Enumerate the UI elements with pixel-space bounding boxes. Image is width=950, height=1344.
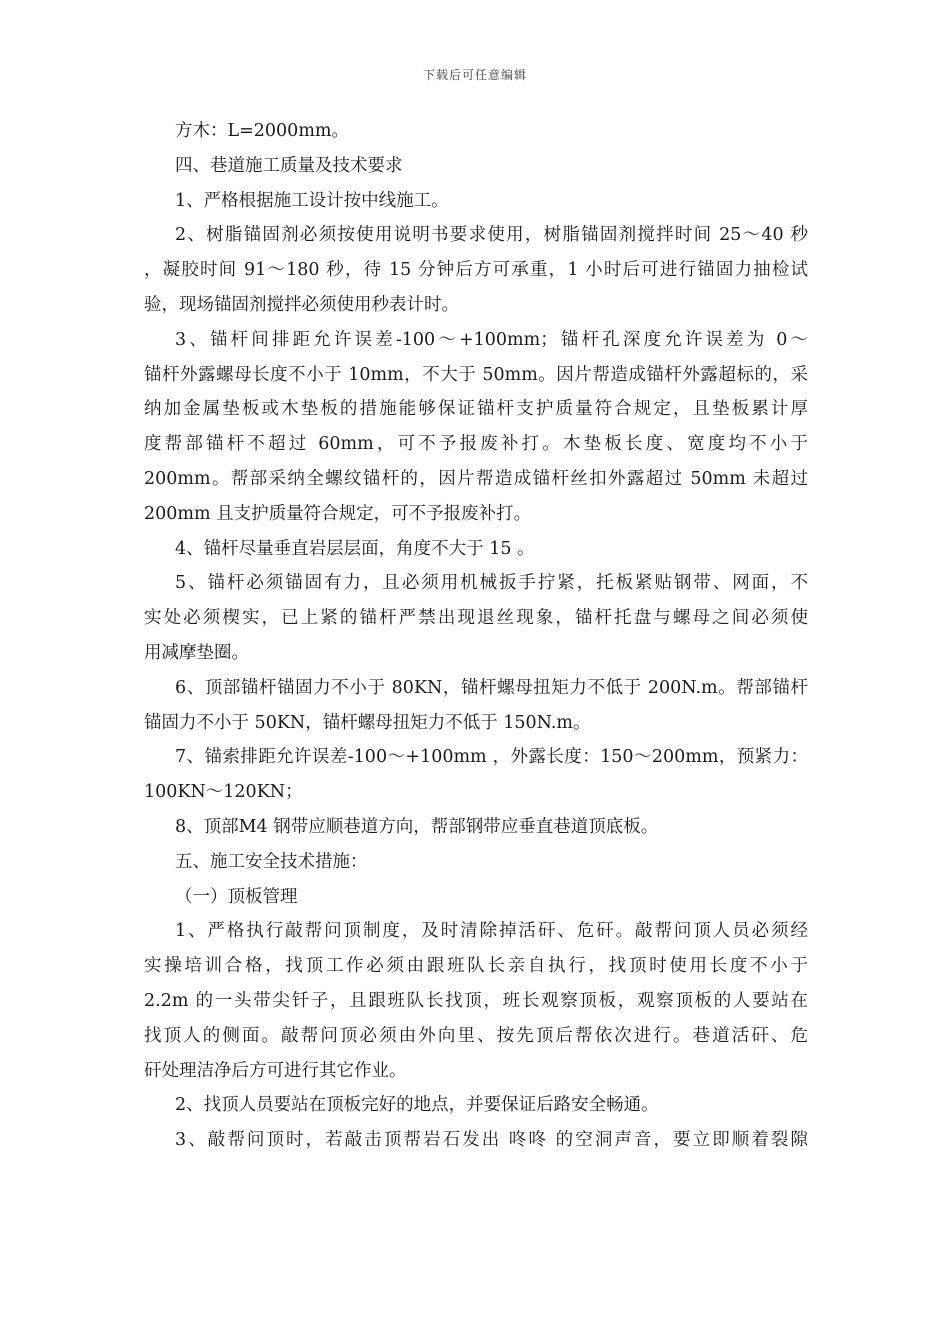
- text-line: 用减摩垫圈。: [144, 642, 249, 663]
- text-line: 8、顶部M4 钢带应顺巷道方向，帮部钢带应垂直巷道顶底板。: [175, 816, 659, 837]
- text-line: 3、锚杆间排距允许误差-100～+100mm；锚杆孔深度允许误差为 0～: [175, 329, 808, 350]
- text-line: 验，现场锚固剂搅拌必须使用秒表计时。: [144, 294, 459, 315]
- text-line: 纳加金属垫板或木垫板的措施能够保证锚杆支护质量符合规定，且垫板累计厚: [144, 399, 808, 420]
- text-line: 五、施工安全技术措施：: [175, 851, 368, 872]
- text-line: （一）顶板管理: [175, 886, 298, 907]
- text-line: 矸处理洁净后方可进行其它作业。: [144, 1060, 407, 1081]
- text-line: 方木：L=2000mm。: [175, 121, 350, 141]
- document-body: [144, 114, 808, 1158]
- text-line: 3、敲帮问顶时，若敲击顶帮岩石发出 咚咚 的空洞声音，要立即顺着裂隙: [175, 1130, 808, 1151]
- text-line: 度帮部锚杆不超过 60mm，可不予报废补打。木垫板长度、宽度均不小于: [144, 434, 808, 455]
- text-line: 1、严格执行敲帮问顶制度，及时清除掉活矸、危矸。敲帮问顶人员必须经: [175, 921, 808, 942]
- text-line: 2、树脂锚固剂必须按使用说明书要求使用，树脂锚固剂搅拌时间 25～40 秒: [175, 225, 808, 246]
- text-line: ，凝胶时间 91～180 秒，待 15 分钟后方可承重，1 小时后可进行锚固力抽检试: [144, 260, 808, 281]
- text-line: 7、锚索排距允许误差-100～+100mm ，外露长度：150～200mm，预紧力：: [175, 747, 808, 768]
- text-line: 4、锚杆尽量垂直岩层层面，角度不大于 15 。: [175, 538, 535, 559]
- text-line: 6、顶部锚杆锚固力不小于 80KN，锚杆螺母扭矩力不低于 200N.m。帮部锚杆: [175, 677, 808, 698]
- text-line: 四、巷道施工质量及技术要求: [175, 155, 403, 176]
- text-line: 2、找顶人员要站在顶板完好的地点，并要保证后路安全畅通。: [175, 1095, 659, 1116]
- text-line: 锚固力不小于 50KN，锚杆螺母扭矩力不低于 150N.m。: [144, 712, 591, 733]
- text-line: 2.2m 的一头带尖钎子，且跟班队长找顶，班长观察顶板，观察顶板的人要站在: [144, 990, 808, 1011]
- text-line: 锚杆外露螺母长度不小于 10mm，不大于 50mm。因片帮造成锚杆外露超标的，采: [144, 364, 808, 385]
- text-line: 1、严格根据施工设计按中线施工。: [175, 190, 449, 211]
- text-line: 实操培训合格，找顶工作必须由跟班队长亲自执行，找顶时使用长度不小于: [144, 956, 808, 977]
- text-line: 实处必须楔实，已上紧的锚杆严禁出现退丝现象，锚杆托盘与螺母之间必须使: [144, 608, 808, 629]
- text-line: 100KN～120KN；: [144, 782, 303, 803]
- text-line: 200mm 且支护质量符合规定，可不予报废补打。: [144, 503, 532, 524]
- page-header: 下载后可任意编辑: [422, 68, 527, 82]
- text-line: 5、锚杆必须锚固有力，且必须用机械扳手拧紧，托板紧贴钢带、网面，不: [175, 573, 808, 594]
- text-line: 找顶人的侧面。敲帮问顶必须由外向里、按先顶后帮依次进行。巷道活矸、危: [144, 1025, 808, 1046]
- text-line: 200mm。帮部采纳全螺纹锚杆的，因片帮造成锚杆丝扣外露超过 50mm 未超过: [144, 468, 808, 489]
